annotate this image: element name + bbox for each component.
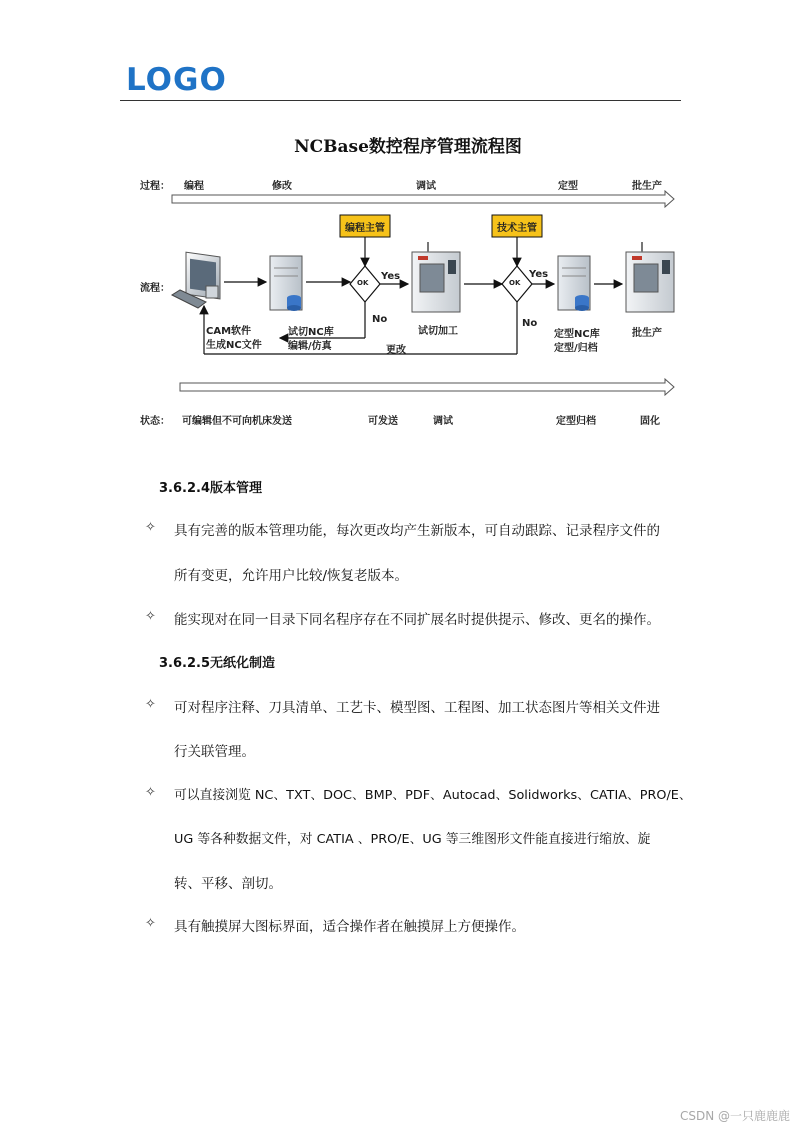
paragraph-line: 行关联管理。 xyxy=(174,744,255,760)
paragraph-line: 可对程序注释、刀具清单、工艺卡、模型图、工程图、加工状态图片等相关文件进 xyxy=(174,700,660,716)
batch-production-machine-icon xyxy=(626,242,674,312)
stage-finalize: 定型 xyxy=(558,181,578,192)
bullet-symbol: ✧ xyxy=(145,916,156,931)
paragraph-line: UG 等各种数据文件，对 CATIA 、PRO/E、UG 等三维图形文件能直接进行缩放、旋 xyxy=(174,832,651,847)
flow-row-label: 流程： xyxy=(140,283,170,294)
status-solidified: 固化 xyxy=(640,416,660,427)
programming-supervisor-label: 编程主管 xyxy=(345,223,385,234)
flowchart-figure xyxy=(128,120,688,440)
trial-machining-machine-icon xyxy=(412,242,460,312)
paragraph-line: 具有触摸屏大图标界面，适合操作者在触摸屏上方便操作。 xyxy=(174,919,525,935)
stage-debug: 调试 xyxy=(416,181,436,192)
bullet-symbol: ✧ xyxy=(145,697,156,712)
final-nc-library-server-icon xyxy=(558,256,590,311)
paragraph-line: 可以直接浏览 NC、TXT、DOC、BMP、PDF、Autocad、Solidworks、CATIA、PRO/E、 xyxy=(174,788,692,803)
section-heading-version-management: 3.6.2.4版本管理 xyxy=(159,481,262,496)
logo: LOGO xyxy=(126,62,227,98)
paragraph-line: 具有完善的版本管理功能，每次更改均产生新版本，可自动跟踪、记录程序文件的 xyxy=(174,523,660,539)
technical-supervisor-label: 技术主管 xyxy=(497,223,537,234)
trial-lib-label-line1: 试切NC库 xyxy=(288,327,334,338)
decision-2-text: OK xyxy=(509,279,521,287)
header-divider xyxy=(120,100,681,101)
status-debug: 调试 xyxy=(433,416,453,427)
status-row-label: 状态： xyxy=(140,416,170,427)
process-row-label: 过程： xyxy=(140,181,170,192)
paragraph-line: 转、平移、剖切。 xyxy=(174,876,282,892)
modify-label: 更改 xyxy=(386,345,406,356)
trial-machining-label: 试切加工 xyxy=(418,326,458,337)
watermark: CSDN @一只鹿鹿鹿 xyxy=(679,1109,790,1123)
bullet-symbol: ✧ xyxy=(145,520,156,535)
stage-batch: 批生产 xyxy=(632,181,662,192)
final-lib-label-line2: 定型/归档 xyxy=(554,343,598,354)
no-label-2: No xyxy=(522,318,538,329)
section-heading-paperless-manufacturing: 3.6.2.5无纸化制造 xyxy=(159,656,275,671)
stage-programming: 编程 xyxy=(184,181,204,192)
status-editable: 可编辑但不可向机床发送 xyxy=(182,416,292,427)
trial-lib-label-line2: 编辑/仿真 xyxy=(288,341,332,352)
batch-label: 批生产 xyxy=(632,328,662,339)
trial-nc-library-server-icon xyxy=(270,256,302,311)
paragraph-line: 所有变更，允许用户比较/恢复老版本。 xyxy=(174,568,409,584)
bullet-symbol: ✧ xyxy=(145,785,156,800)
cam-workstation-icon xyxy=(172,252,220,308)
yes-label-2: Yes xyxy=(529,269,549,280)
no-label-1: No xyxy=(372,314,388,325)
process-arrow xyxy=(172,191,674,207)
stage-modify: 修改 xyxy=(272,181,292,192)
status-arrow xyxy=(180,379,674,395)
status-sendable: 可发送 xyxy=(368,416,398,427)
status-archived: 定型归档 xyxy=(556,416,596,427)
yes-label-1: Yes xyxy=(381,271,401,282)
final-lib-label-line1: 定型NC库 xyxy=(554,329,600,340)
cam-label-line2: 生成NC文件 xyxy=(206,340,262,351)
bullet-symbol: ✧ xyxy=(145,609,156,624)
flowchart-graphics xyxy=(128,120,688,440)
paragraph-line: 能实现对在同一目录下同名程序存在不同扩展名时提供提示、修改、更名的操作。 xyxy=(174,612,660,628)
decision-1-text: OK xyxy=(357,279,369,287)
cam-label-line1: CAM软件 xyxy=(206,326,252,337)
figure-title: NCBase数控程序管理流程图 xyxy=(294,137,522,157)
